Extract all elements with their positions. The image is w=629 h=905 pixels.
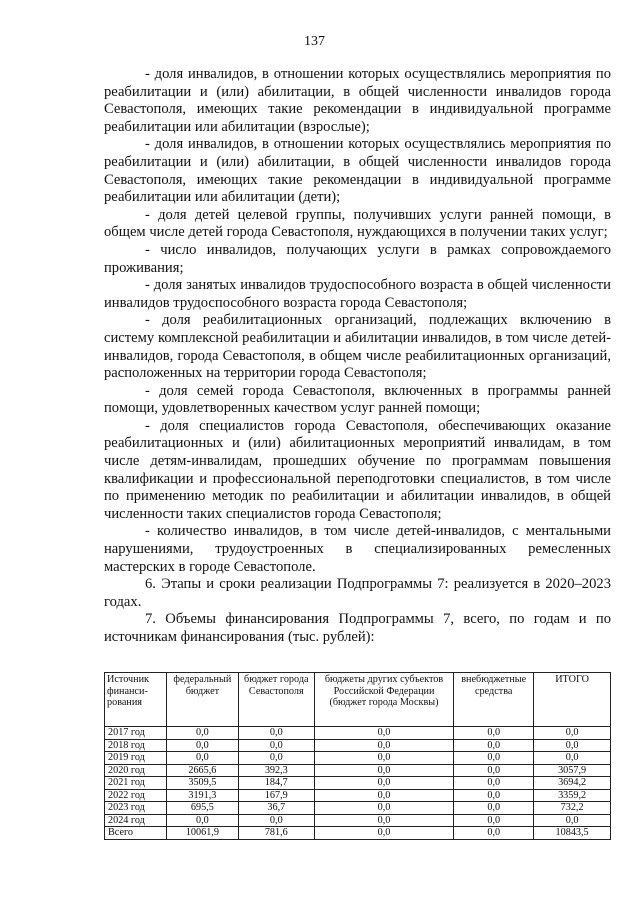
table-cell: 0,0 xyxy=(454,777,534,790)
indicator-children-rehab: - доля инвалидов, в отношении которых осуществлялись мероприятия по реабилитации и (или) абилитации, в общей численности инвалидов города Севастополя, имеющих такие рекомендации в индивидуальной программе реабилитации или абилитации (дети); xyxy=(104,136,611,206)
table-cell: 184,7 xyxy=(238,777,314,790)
header-extrabudgetary: внебюджетные средства xyxy=(454,673,534,727)
table-cell: 2021 год xyxy=(105,777,167,790)
indicator-adults-rehab: - доля инвалидов, в отношении которых осуществлялись мероприятия по реабилитации и (или) абилитации, в общей численности инвалидов города Севастополя, имеющих такие рекомендации в индивидуальной программе реабилитации или абилитации (взрослые); xyxy=(104,66,611,135)
indicator-supported-living: - число инвалидов, получающих услуги в рамках сопровождаемого проживания; xyxy=(104,241,611,276)
table-row xyxy=(105,789,611,802)
table-cell: 0,0 xyxy=(166,814,238,827)
table-cell: 0,0 xyxy=(454,802,534,815)
header-federal-budget: федеральный бюджет xyxy=(166,673,238,727)
table-cell: 0,0 xyxy=(238,727,314,740)
section-6-stages: 6. Этапы и сроки реализации Подпрограммы 7: реализуется в 2020–2023 годах. xyxy=(104,576,611,610)
table-cell: 3191,3 xyxy=(166,789,238,802)
table-cell: 2665,6 xyxy=(166,764,238,777)
table-cell: 0,0 xyxy=(314,827,454,840)
table-cell: 0,0 xyxy=(314,802,454,815)
page-number: 137 xyxy=(304,34,325,49)
header-total: ИТОГО xyxy=(534,673,611,727)
table-cell: 2019 год xyxy=(105,752,167,765)
table-cell: 0,0 xyxy=(314,727,454,740)
table-row xyxy=(105,814,611,827)
funding-table xyxy=(104,672,611,840)
table-row xyxy=(105,752,611,765)
table-cell: 0,0 xyxy=(534,814,611,827)
table-cell: 10061,9 xyxy=(166,827,238,840)
table-cell: 0,0 xyxy=(314,752,454,765)
indicator-rehab-organizations: - доля реабилитационных организаций, подлежащих включению в систему комплексной реабилитации и абилитации инвалидов, в том числе детей-инвалидов, города Севастополя, в общем числе реабилитационных организаций, расположенных на территории города Севастополя; xyxy=(104,312,611,382)
table-row-total xyxy=(105,827,611,840)
table-cell: 0,0 xyxy=(238,814,314,827)
table-cell: 695,5 xyxy=(166,802,238,815)
indicator-employed-disabled: - доля занятых инвалидов трудоспособного возраста в общей численности инвалидов трудоспособного возраста города Севастополя; xyxy=(104,277,611,311)
indicator-families-satisfied: - доля семей города Севастополя, включенных в программы ранней помощи, удовлетворенных качеством услуг ранней помощи; xyxy=(104,382,611,417)
table-cell: 3694,2 xyxy=(534,777,611,790)
table-cell: 781,6 xyxy=(238,827,314,840)
table-cell: 0,0 xyxy=(454,739,534,752)
table-cell: 0,0 xyxy=(454,752,534,765)
table-cell: 392,3 xyxy=(238,764,314,777)
table-cell: 3057,9 xyxy=(534,764,611,777)
indicator-early-help: - доля детей целевой группы, получивших услуги ранней помощи, в общем числе детей города Севастополя, нуждающихся в получении таких услуг; xyxy=(104,206,611,241)
document-body xyxy=(104,66,611,647)
table-cell: 0,0 xyxy=(454,827,534,840)
table-cell: 36,7 xyxy=(238,802,314,815)
table-cell: 3509,5 xyxy=(166,777,238,790)
table-cell: 2020 год xyxy=(105,764,167,777)
table-cell: 0,0 xyxy=(314,764,454,777)
table-cell: 0,0 xyxy=(166,752,238,765)
table-cell: 0,0 xyxy=(454,727,534,740)
table-row xyxy=(105,802,611,815)
header-other-regions-budget: бюджеты других субъектов Российской Федерации (бюджет города Москвы) xyxy=(314,673,454,727)
table-cell: 0,0 xyxy=(534,727,611,740)
table-cell: 0,0 xyxy=(534,752,611,765)
table-cell: 0,0 xyxy=(454,764,534,777)
funding-table-header-row xyxy=(105,673,611,727)
table-cell: 10843,5 xyxy=(534,827,611,840)
table-row xyxy=(105,764,611,777)
table-cell: 2023 год xyxy=(105,802,167,815)
table-cell: 0,0 xyxy=(534,739,611,752)
table-cell: 0,0 xyxy=(238,739,314,752)
table-cell: 0,0 xyxy=(166,727,238,740)
table-cell: 3359,2 xyxy=(534,789,611,802)
header-source: Источник финанси-рования xyxy=(105,673,167,727)
table-cell: 2017 год xyxy=(105,727,167,740)
table-cell: 2024 год xyxy=(105,814,167,827)
indicator-trained-specialists: - доля специалистов города Севастополя, обеспечивающих оказание реабилитационных и (или) абилитационных мероприятий инвалидам, в том числе детям-инвалидам, прошедших обучение по программам повышения квалификации и профессиональной переподготовки специалистов, в том числе по применению методик по реабилитации и абилитации инвалидов, в общей численности таких специалистов города Севастополя; xyxy=(104,417,611,522)
table-row xyxy=(105,777,611,790)
table-cell: 732,2 xyxy=(534,802,611,815)
header-city-budget: бюджет города Севастополя xyxy=(238,673,314,727)
table-cell: 0,0 xyxy=(314,739,454,752)
table-cell: 2022 год xyxy=(105,789,167,802)
table-cell: 0,0 xyxy=(314,814,454,827)
table-cell: 0,0 xyxy=(166,739,238,752)
table-cell: 0,0 xyxy=(314,777,454,790)
table-cell: Всего xyxy=(105,827,167,840)
table-cell: 0,0 xyxy=(238,752,314,765)
table-row xyxy=(105,739,611,752)
table-cell: 0,0 xyxy=(454,814,534,827)
indicator-mental-employment: - количество инвалидов, в том числе детей-инвалидов, с ментальными нарушениями, трудоустроенных в специализированных ремесленных мастерских в городе Севастополе. xyxy=(104,523,611,575)
table-row xyxy=(105,727,611,740)
table-cell: 0,0 xyxy=(454,789,534,802)
section-7-funding: 7. Объемы финансирования Подпрограммы 7, всего, по годам и по источникам финансирования (тыс. рублей): xyxy=(104,611,611,645)
table-cell: 0,0 xyxy=(314,789,454,802)
table-cell: 2018 год xyxy=(105,739,167,752)
table-cell: 167,9 xyxy=(238,789,314,802)
